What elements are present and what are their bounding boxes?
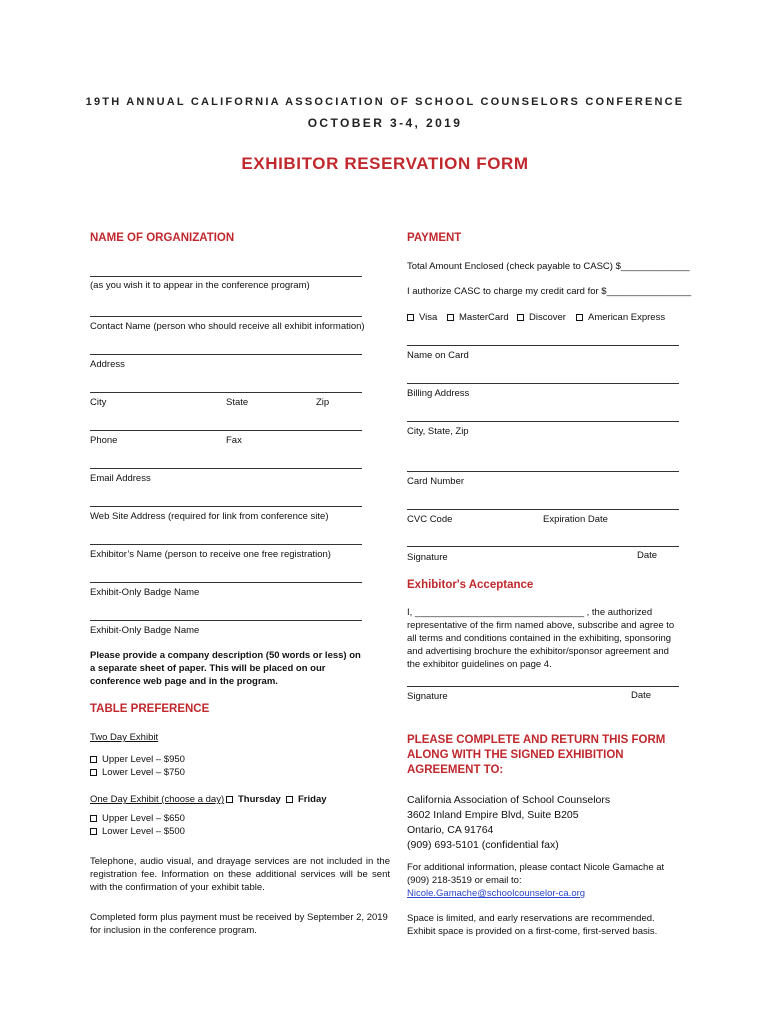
exhibitor-name-label: Exhibitor’s Name (person to receive one free registration) <box>90 549 331 560</box>
checkbox-icon[interactable] <box>90 756 97 763</box>
one-day-lower-option[interactable] <box>90 826 185 837</box>
checkbox-icon[interactable] <box>90 769 97 776</box>
table-preference-heading: TABLE PREFERENCE <box>90 703 210 715</box>
mastercard-option[interactable] <box>447 312 509 323</box>
phone-fax-line[interactable] <box>90 430 362 431</box>
organization-name-line[interactable] <box>90 276 362 277</box>
website-label: Web Site Address (required for link from conference site) <box>90 511 329 522</box>
badge-name-label-1: Exhibit-Only Badge Name <box>90 587 200 598</box>
expiration-label: Expiration Date <box>543 514 608 525</box>
city-state-zip-line[interactable] <box>90 392 362 393</box>
discover-label: Discover <box>529 312 566 323</box>
return-heading: PLEASE COMPLETE AND RETURN THIS FORM ALONG WITH THE SIGNED EXHIBITION AGREEMENT TO: <box>407 734 666 776</box>
state-label: State <box>226 397 249 408</box>
one-day-lower-label: Lower Level – $500 <box>102 826 185 837</box>
badge-name-label-2: Exhibit-Only Badge Name <box>90 625 200 636</box>
checkbox-icon[interactable] <box>90 815 97 822</box>
friday-option[interactable] <box>286 794 327 805</box>
discover-option[interactable] <box>517 312 566 323</box>
exhibitor-name-line[interactable] <box>90 544 362 545</box>
return-address-line2: 3602 Inland Empire Blvd, Suite B205 <box>407 809 579 821</box>
total-amount-label[interactable]: Total Amount Enclosed (check payable to CASC) $_____________ <box>407 261 690 272</box>
acceptance-signature-label: Signature <box>407 691 448 702</box>
billing-address-label: Billing Address <box>407 388 470 399</box>
checkbox-icon[interactable] <box>226 796 233 803</box>
email-line[interactable] <box>90 468 362 469</box>
return-address-line1: California Association of School Counselors <box>407 794 611 806</box>
acceptance-signature-line[interactable] <box>407 686 679 687</box>
address-label: Address <box>90 359 125 370</box>
contact-email-link[interactable]: Nicole.Gamache@schoolcounselor-ca.org <box>407 888 586 899</box>
contact-name-line[interactable] <box>90 316 362 317</box>
two-day-upper-label: Upper Level – $950 <box>102 754 185 765</box>
city-label: City <box>90 397 107 408</box>
email-label: Email Address <box>90 473 151 484</box>
acceptance-text: I, ________________________________ , the authorized representative of the firm named above, subscribe and agree to all terms and conditions contained in the exhibiting, sponsoring and advertising brochure the exhibitor/sponsor agreement and the exhibitor guidelines on page 4. <box>407 607 675 670</box>
checkbox-icon[interactable] <box>447 314 454 321</box>
checkbox-icon[interactable] <box>90 828 97 835</box>
contact-text: For additional information, please contact Nicole Gamache at (909) 218-3519 or email to: <box>407 862 665 886</box>
checkbox-icon[interactable] <box>407 314 414 321</box>
friday-label: Friday <box>298 794 327 805</box>
two-day-label: Two Day Exhibit <box>90 732 159 743</box>
return-address-line4: (909) 693-5101 (confidential fax) <box>407 839 559 851</box>
visa-label: Visa <box>419 312 438 323</box>
return-address-line3: Ontario, CA 91764 <box>407 824 494 836</box>
thursday-option[interactable] <box>226 794 281 805</box>
two-day-lower-option[interactable] <box>90 767 185 778</box>
city-state-zip-payment-line[interactable] <box>407 421 679 422</box>
form-title: EXHIBITOR RESERVATION FORM <box>241 154 529 173</box>
fax-label: Fax <box>226 435 242 446</box>
organization-note: (as you wish it to appear in the conference program) <box>90 280 310 291</box>
name-on-card-line[interactable] <box>407 345 679 346</box>
mastercard-label: MasterCard <box>459 312 509 323</box>
thursday-label: Thursday <box>238 794 281 805</box>
address-line[interactable] <box>90 354 362 355</box>
two-day-lower-label: Lower Level – $750 <box>102 767 185 778</box>
name-on-card-label: Name on Card <box>407 350 469 361</box>
zip-label: Zip <box>316 397 330 408</box>
card-number-label: Card Number <box>407 476 465 487</box>
payment-signature-line[interactable] <box>407 546 679 547</box>
checkbox-icon[interactable] <box>517 314 524 321</box>
conference-dates: OCTOBER 3-4, 2019 <box>307 116 463 130</box>
phone-label: Phone <box>90 435 118 446</box>
one-day-label: One Day Exhibit (choose a day) <box>90 794 225 805</box>
description-note: Please provide a company description (50 words or less) on a separate sheet of paper. This will be placed on our conference web page and in the program. <box>90 650 361 687</box>
checkbox-icon[interactable] <box>286 796 293 803</box>
website-line[interactable] <box>90 506 362 507</box>
contact-name-label: Contact Name (person who should receive all exhibit information) <box>90 321 365 332</box>
conference-title: 19TH ANNUAL CALIFORNIA ASSOCIATION OF SCHOOL COUNSELORS CONFERENCE <box>85 96 685 108</box>
card-number-line[interactable] <box>407 471 679 472</box>
authorize-label[interactable]: I authorize CASC to charge my credit card for $________________ <box>407 286 692 297</box>
payment-date-label: Date <box>637 550 658 561</box>
one-day-upper-label: Upper Level – $650 <box>102 813 185 824</box>
acceptance-date-label: Date <box>631 690 652 701</box>
amex-option[interactable] <box>576 312 665 323</box>
payment-heading: PAYMENT <box>407 232 462 244</box>
badge-name-line-1[interactable] <box>90 582 362 583</box>
organization-heading: NAME OF ORGANIZATION <box>90 232 235 244</box>
two-day-upper-option[interactable] <box>90 754 185 765</box>
deadline-note: Completed form plus payment must be received by September 2, 2019 for inclusion in the conference program. <box>90 912 388 936</box>
billing-address-line[interactable] <box>407 383 679 384</box>
amex-label: American Express <box>588 312 666 323</box>
one-day-upper-option[interactable] <box>90 813 185 824</box>
contact-info <box>407 861 679 900</box>
payment-signature-label: Signature <box>407 552 448 563</box>
space-note: Space is limited, and early reservations are recommended. Exhibit space is provided on a first-come, first-served basis. <box>407 913 658 937</box>
badge-name-line-2[interactable] <box>90 620 362 621</box>
cvc-label: CVC Code <box>407 514 453 525</box>
cvc-expiration-line[interactable] <box>407 509 679 510</box>
services-note: Telephone, audio visual, and drayage services are not included in the registration fee. Information on these additional services will be sent with the confirmation of your exhibit table. <box>90 856 390 893</box>
checkbox-icon[interactable] <box>576 314 583 321</box>
visa-option[interactable] <box>407 312 437 323</box>
acceptance-heading: Exhibitor's Acceptance <box>407 579 534 591</box>
city-state-zip-payment-label: City, State, Zip <box>407 426 469 437</box>
